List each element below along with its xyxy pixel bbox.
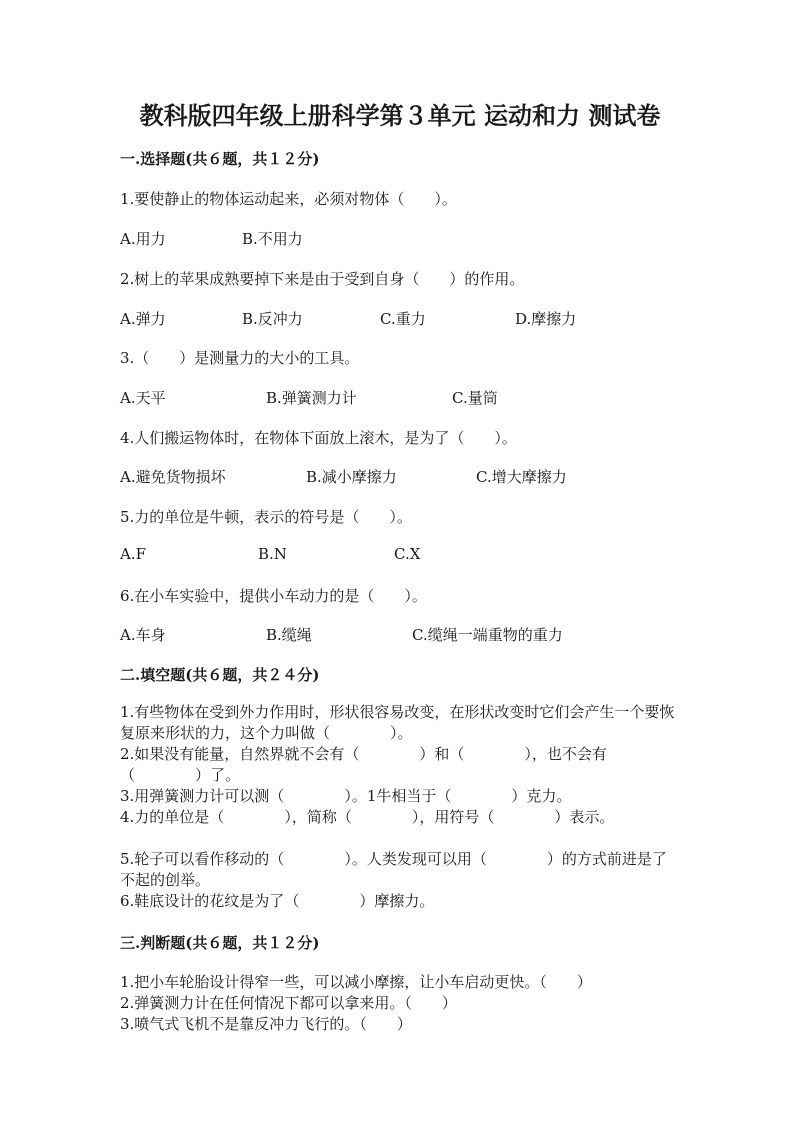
question-4-option-b: B.减小摩擦力 <box>306 468 397 486</box>
question-1-option-b: B.不用力 <box>242 230 303 248</box>
question-5-option-c: C.X <box>394 545 421 563</box>
question-5-option-b: B.N <box>258 545 287 563</box>
question-3-option-c: C.量筒 <box>452 389 498 407</box>
fill-item-1: 1.有些物体在受到外力作用时，形状很容易改变，在形状改变时它们会产生一个要恢复原来形状的力，这个力叫做（ ）。 <box>120 703 675 742</box>
question-4-option-a: A.避免货物损坏 <box>120 468 226 486</box>
question-2-stem: 2.树上的苹果成熟要掉下来是由于受到自身（ ）的作用。 <box>120 270 525 288</box>
question-2-option-c: C.重力 <box>380 310 426 328</box>
question-5-stem: 5.力的单位是牛顿，表示的符号是（ ）。 <box>120 508 412 526</box>
judge-item-2: 2.弹簧测力计在任何情况下都可以拿来用。（ ） <box>120 994 457 1012</box>
fill-item-2: 2.如果没有能量，自然界就不会有（ ）和（ ），也不会有（ ）了。 <box>120 745 607 784</box>
judge-item-1: 1.把小车轮胎设计得窄一些，可以减小摩擦，让小车启动更快。（ ） <box>120 973 592 991</box>
question-6-option-b: B.缆绳 <box>266 626 312 644</box>
question-3-option-b: B.弹簧测力计 <box>266 389 357 407</box>
judge-item-3: 3.喷气式飞机不是靠反冲力飞行的。（ ） <box>120 1015 412 1033</box>
question-6-option-c: C.缆绳一端重物的重力 <box>412 626 563 644</box>
question-3-option-a: A.天平 <box>120 389 166 407</box>
question-5-option-a: A.F <box>120 545 147 563</box>
question-4-stem: 4.人们搬运物体时，在物体下面放上滚木，是为了（ ）。 <box>120 429 517 447</box>
question-2-option-d: D.摩擦力 <box>515 310 577 328</box>
question-1-option-a: A.用力 <box>120 230 166 248</box>
question-2-option-b: B.反冲力 <box>242 310 303 328</box>
question-3-stem: 3.（ ）是测量力的大小的工具。 <box>120 349 360 367</box>
section-heading-fill: 二.填空题(共６题，共２４分) <box>120 666 320 684</box>
fill-item-4: 4.力的单位是（ ），简称（ ），用符号（ ）表示。 <box>120 808 615 826</box>
page-title: 教科版四年级上册科学第３单元 运动和力 测试卷 <box>139 101 661 130</box>
question-6-option-a: A.车身 <box>120 626 166 644</box>
question-4-option-c: C.增大摩擦力 <box>476 468 567 486</box>
question-6-stem: 6.在小车实验中，提供小车动力的是（ ）。 <box>120 587 427 605</box>
question-2-option-a: A.弹力 <box>120 310 166 328</box>
fill-item-5: 5.轮子可以看作移动的（ ）。人类发现可以用（ ）的方式前进是了不起的创举。 <box>120 850 667 889</box>
fill-item-3: 3.用弹簧测力计可以测（ ）。1牛相当于（ ）克力。 <box>120 787 572 805</box>
section-heading-choice: 一.选择题(共６题，共１２分) <box>120 150 320 168</box>
section-heading-judge: 三.判断题(共６题，共１２分) <box>120 934 320 952</box>
fill-item-6: 6.鞋底设计的花纹是为了（ ）摩擦力。 <box>120 892 435 910</box>
question-1-stem: 1.要使静止的物体运动起来，必须对物体（ ）。 <box>120 190 457 208</box>
